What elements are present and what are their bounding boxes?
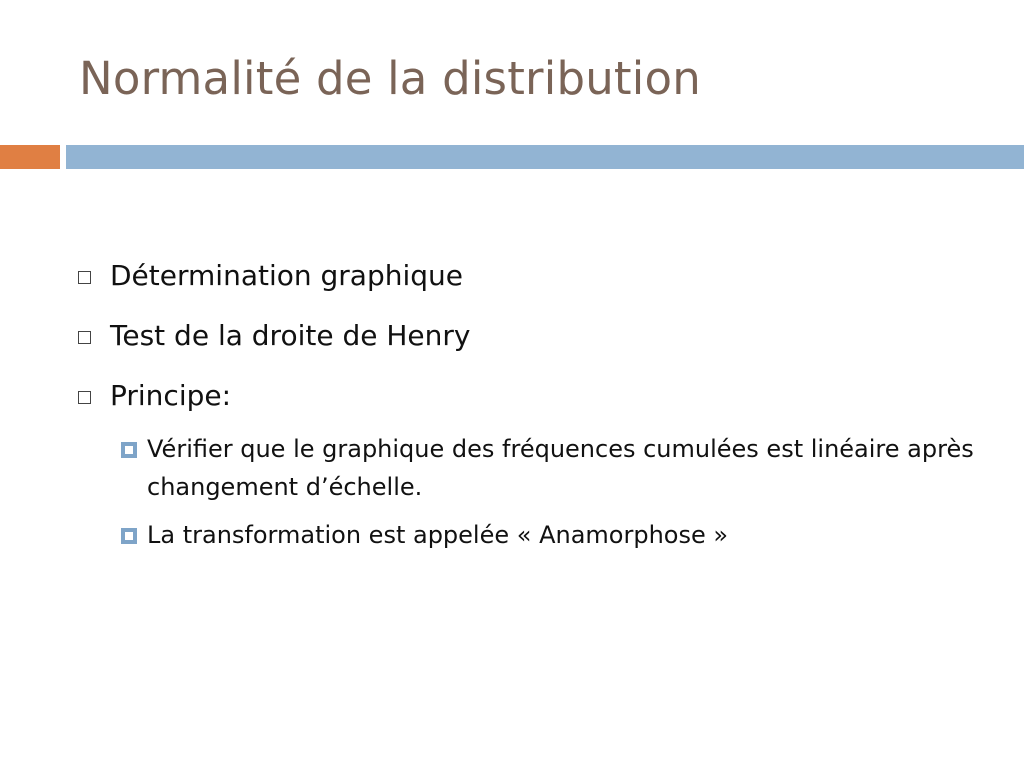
title-divider-bar xyxy=(66,145,1024,169)
slide-title: Normalité de la distribution xyxy=(79,52,701,105)
bullet-item xyxy=(74,258,974,294)
sub-bullet-item xyxy=(74,430,974,506)
bullet-item xyxy=(74,378,974,414)
bullet-text: Détermination graphique xyxy=(110,259,463,292)
bullet-text: Test de la droite de Henry xyxy=(110,319,471,352)
bullet-text: Principe: xyxy=(110,379,232,412)
bullet-item xyxy=(74,318,974,354)
slide-body xyxy=(74,258,974,564)
hollow-square-bullet-icon xyxy=(78,391,91,404)
sub-bullet-text: Vérifier que le graphique des fréquences cumulées est linéaire après changement d’échelle. xyxy=(147,435,974,501)
hollow-square-bullet-icon xyxy=(78,271,91,284)
filled-square-bullet-icon xyxy=(121,442,137,458)
sub-bullet-text: La transformation est appelée « Anamorphose » xyxy=(147,521,729,549)
hollow-square-bullet-icon xyxy=(78,331,91,344)
sub-bullet-item xyxy=(74,516,974,554)
filled-square-bullet-icon xyxy=(121,528,137,544)
title-accent-bar xyxy=(0,145,60,169)
